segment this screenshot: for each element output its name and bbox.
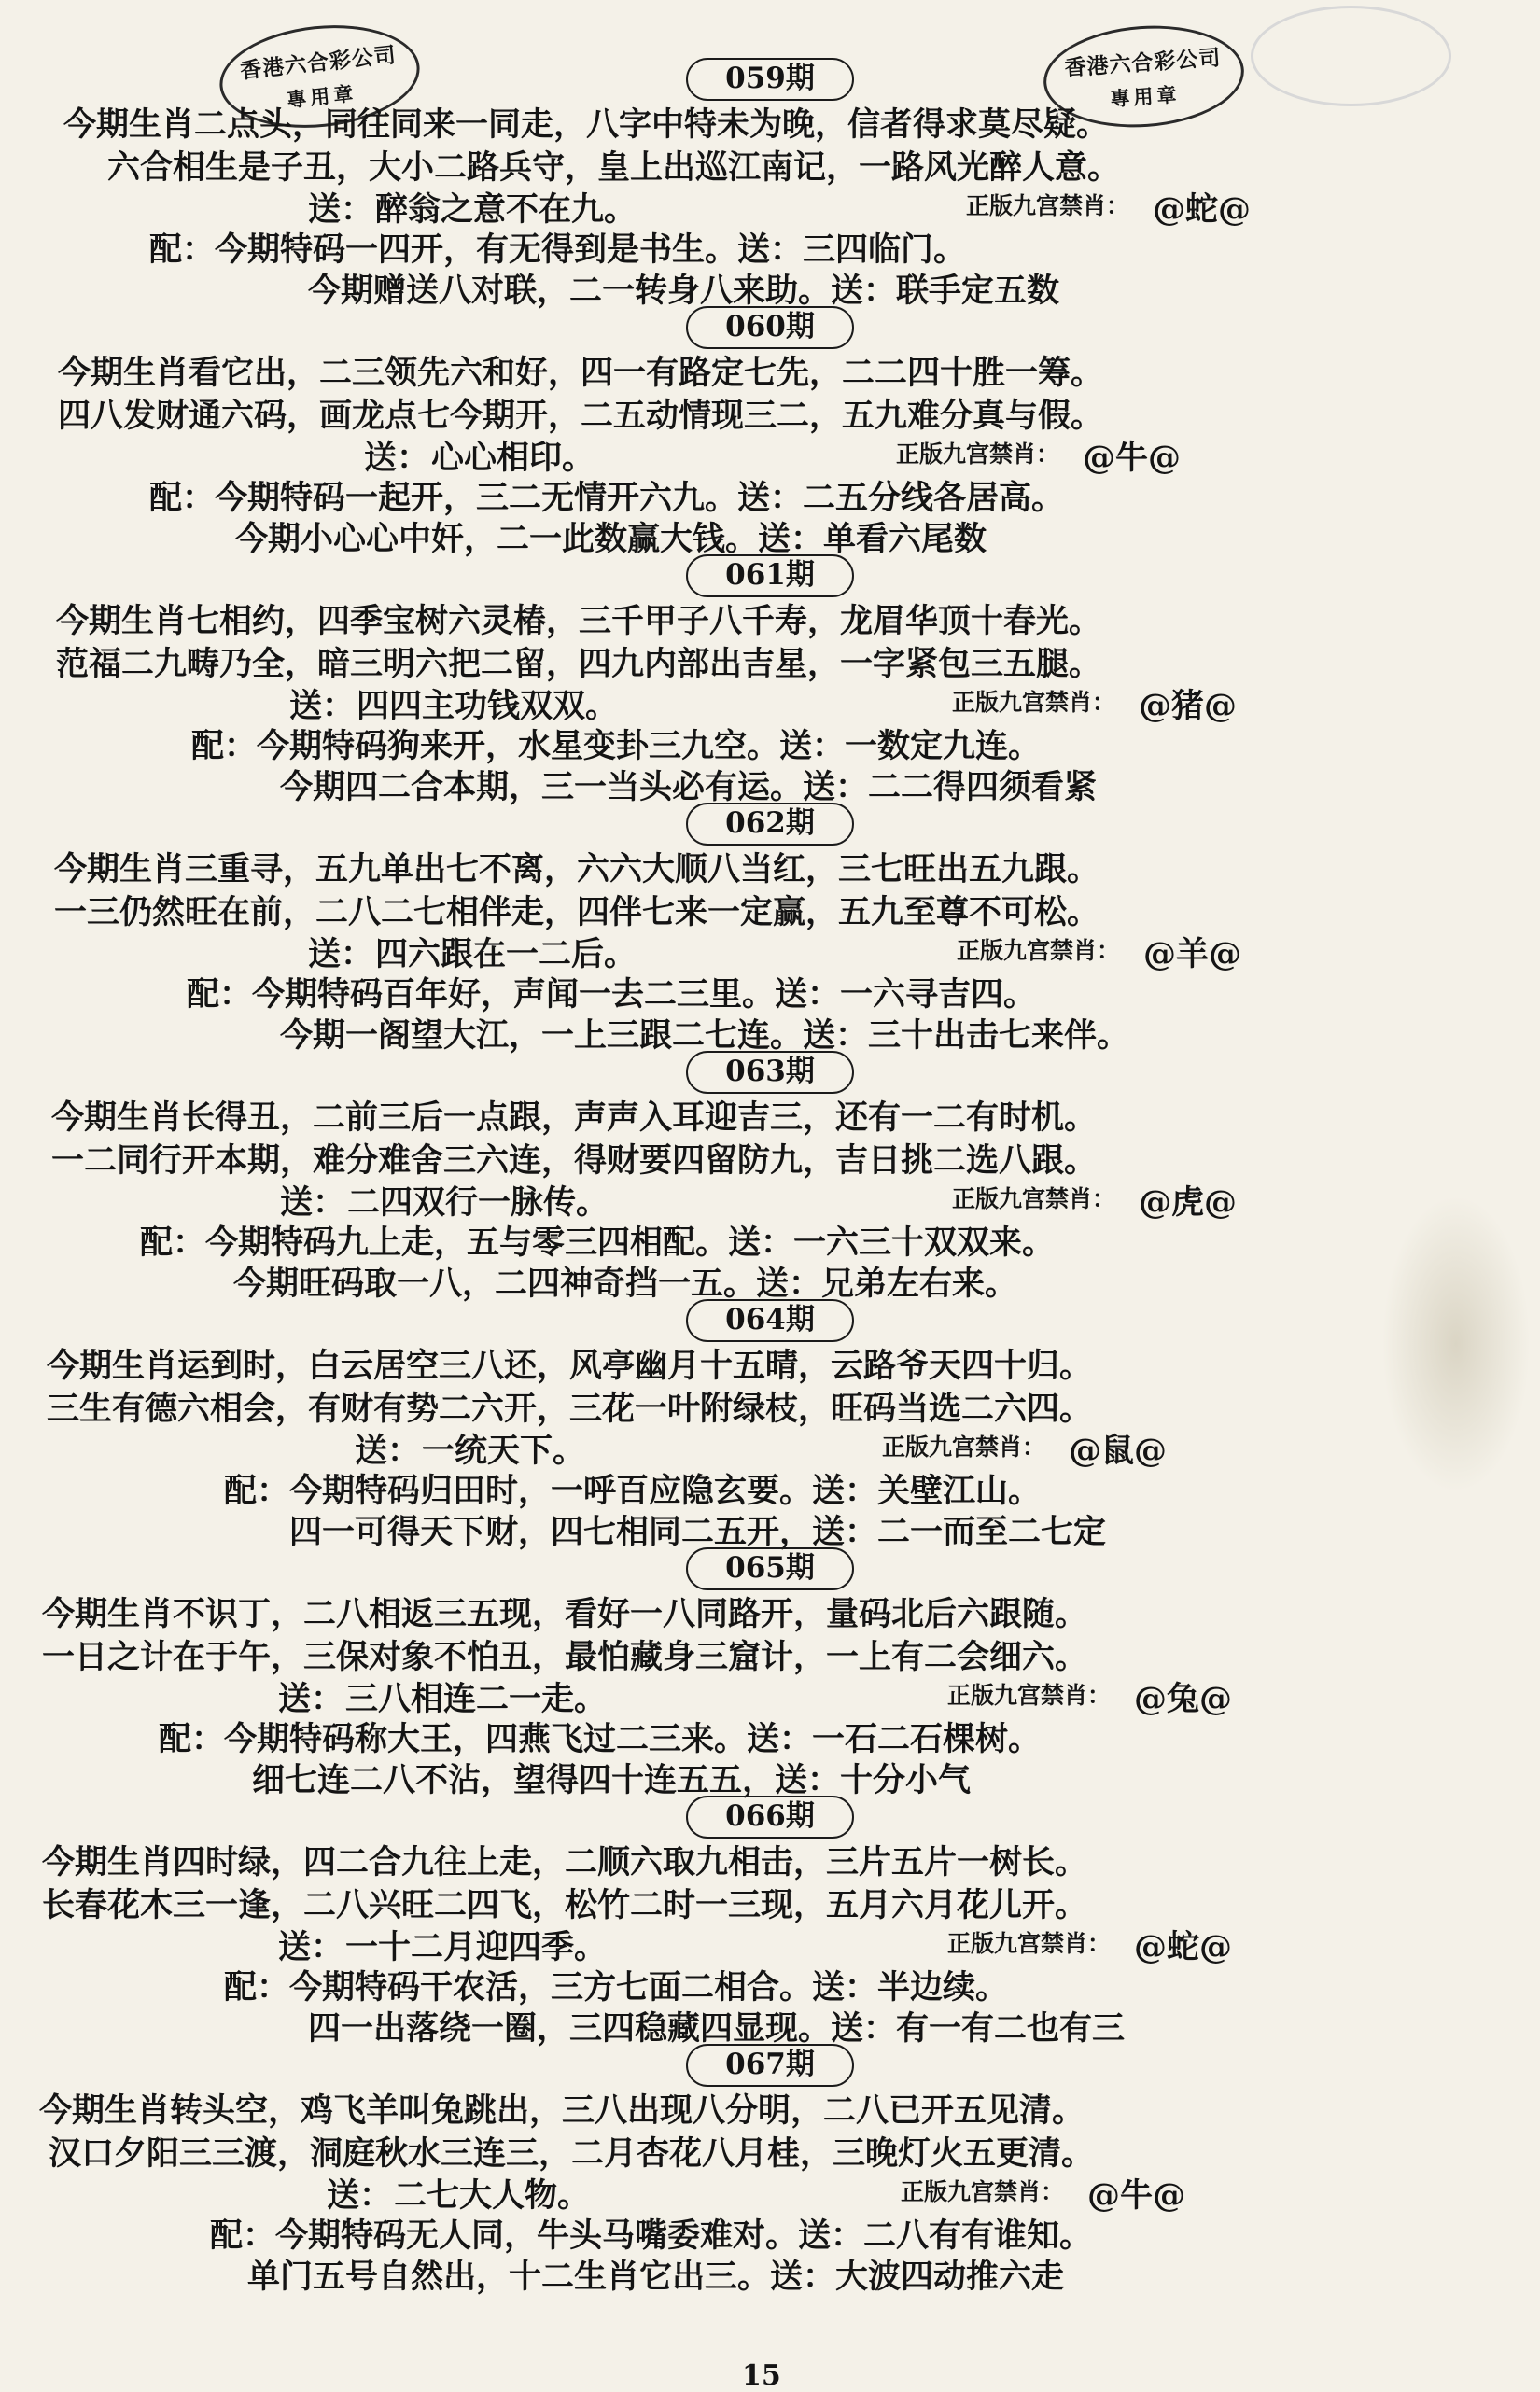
gift-text: 一十二月迎四季。	[345, 1928, 608, 1966]
pairing-label: 配：	[191, 727, 258, 765]
issue-section	[0, 306, 1540, 558]
bonus-line: 四一出落绕一圈，三四稳藏四显现。送：有一有二也有三	[308, 2009, 1126, 2048]
poem-line: 长春花木三一逢，二八兴旺二四飞，松竹二时一三现，五月六月花儿开。	[42, 1886, 1088, 1924]
issue-section	[0, 1299, 1540, 1551]
forbidden-zodiac-label: 正版九宫禁肖：	[952, 1185, 1116, 1212]
pairing-label: 配：	[149, 479, 216, 517]
forbidden-zodiac-label: 正版九宫禁肖：	[947, 1682, 1112, 1709]
pairing-label: 配：	[224, 1472, 290, 1510]
poem-line: 一日之计在于午，三保对象不怕丑，最怕藏身三窟计，一上有二会细六。	[42, 1638, 1088, 1676]
pairing-label: 配：	[187, 975, 253, 1014]
poem-line: 今期生肖运到时，白云居空三八还，风亭幽月十五晴，云路爷天四十归。	[47, 1347, 1093, 1385]
bonus-line: 今期赠送八对联，二一转身八来助。送：联手定五数	[308, 272, 1060, 310]
pairing-line	[224, 1465, 1540, 1512]
issue-number-badge: 065期	[686, 1547, 854, 1590]
poem-line: 今期生肖不识丁，二八相返三五现，看好一八同路开，量码北后六跟随。	[42, 1595, 1088, 1633]
forbidden-zodiac: @蛇@	[1153, 190, 1252, 229]
gift-row	[0, 1673, 1540, 1718]
issue-section	[0, 803, 1540, 1055]
forbidden-zodiac: @虎@	[1139, 1183, 1238, 1222]
gift-text: 四六跟在一二后。	[375, 935, 637, 973]
pairing-label: 配：	[210, 2217, 276, 2255]
forbidden-zodiac: @兔@	[1134, 1680, 1233, 1718]
pairing-gift-label: 送：	[779, 727, 846, 765]
pairing-text: 今期特码无人同，牛头马嘴委难对。	[275, 2217, 799, 2255]
pairing-line	[187, 969, 1540, 1015]
pairing-gift-text: 二五分线各居高。	[803, 479, 1065, 517]
poem-line: 六合相生是子丑，大小二路兵守，皇上出巡江南记，一路风光醉人意。	[107, 148, 1121, 187]
pairing-gift-label: 送：	[728, 1224, 794, 1262]
gift-label: 送：	[364, 439, 430, 477]
issue-section	[0, 58, 1540, 310]
issue-section	[0, 554, 1540, 806]
pairing-gift-label: 送：	[747, 1720, 813, 1758]
gift-label: 送：	[327, 2176, 393, 2215]
issue-number-badge: 062期	[686, 803, 854, 846]
gift-row	[0, 184, 1540, 229]
pairing-gift-text: 一石二石棵树。	[812, 1720, 1042, 1758]
pairing-label: 配：	[140, 1224, 206, 1262]
seal-left-line2: 專用章	[286, 81, 358, 112]
forbidden-zodiac-label: 正版九宫禁肖：	[882, 1434, 1046, 1461]
gift-label: 送：	[308, 935, 374, 973]
bonus-line: 今期小心心中奸，二一此数赢大钱。送：单看六尾数	[235, 520, 987, 558]
gift-label: 送：	[280, 1183, 346, 1222]
issue-number-badge: 064期	[686, 1299, 854, 1342]
forbidden-zodiac-label: 正版九宫禁肖：	[896, 441, 1060, 468]
poem-line: 范福二九畴乃全，暗三明六把二留，四九内部出吉星，一字紧包三五腿。	[56, 645, 1102, 683]
pairing-line	[191, 720, 1540, 767]
poem-line: 今期生肖七相约，四季宝树六灵椿，三千甲子八千寿，龙眉华顶十春光。	[56, 602, 1102, 640]
pairing-gift-label: 送：	[812, 1968, 878, 2007]
poem-line: 汉口夕阳三三渡，洞庭秋水三连三，二月杏花八月桂，三晚灯火五更清。	[49, 2134, 1095, 2173]
bonus-line: 今期旺码取一八，二四神奇挡一五。送：兄弟左右来。	[233, 1265, 1018, 1303]
pairing-label: 配：	[224, 1968, 290, 2007]
seal-right-line1: 香港六合彩公司	[1063, 45, 1223, 81]
pairing-text: 今期特码称大王，四燕飞过二三来。	[224, 1720, 748, 1758]
gift-text: 四四主功钱双双。	[357, 687, 619, 725]
pairing-line	[140, 1217, 1540, 1264]
pairing-gift-label: 送：	[737, 479, 804, 517]
poem-line: 三生有德六相会，有财有势二六开，三花一叶附绿枝，旺码当选二六四。	[47, 1390, 1093, 1428]
bonus-line: 四一可得天下财，四七相同二五开，送：二一而至二七定	[289, 1513, 1107, 1551]
poem-line: 今期生肖转头空，鸡飞羊叫兔跳出，三八出现八分明，二八已开五见清。	[39, 2091, 1085, 2130]
pairing-text: 今期特码狗来开，水星变卦三九空。	[257, 727, 780, 765]
issue-section	[0, 1547, 1540, 1799]
pairing-label: 配：	[149, 231, 216, 269]
gift-label: 送：	[289, 687, 356, 725]
gift-label: 送：	[278, 1680, 344, 1718]
issue-number-badge: 066期	[686, 1796, 854, 1839]
issue-section	[0, 1051, 1540, 1303]
gift-label: 送：	[355, 1432, 421, 1470]
gift-label: 送：	[278, 1928, 344, 1966]
gift-row	[0, 2170, 1540, 2215]
gift-text: 二四双行一脉传。	[347, 1183, 609, 1222]
issue-number-badge: 059期	[686, 58, 854, 101]
gift-row	[0, 680, 1540, 725]
issue-number-badge: 061期	[686, 554, 854, 597]
forbidden-zodiac-label: 正版九宫禁肖：	[901, 2178, 1065, 2205]
poem-line: 今期生肖四时绿，四二合九往上走，二顺六取九相击，三片五片一树长。	[42, 1843, 1088, 1881]
pairing-text: 今期特码百年好，声闻一去二三里。	[252, 975, 776, 1014]
pairing-label: 配：	[159, 1720, 225, 1758]
seal-right-line2: 專用章	[1109, 82, 1182, 111]
forbidden-zodiac: @牛@	[1087, 2176, 1186, 2215]
gift-text: 二七大人物。	[394, 2176, 591, 2215]
pairing-text: 今期特码归田时，一呼百应隐玄要。	[289, 1472, 813, 1510]
poem-line: 四八发财通六码，画龙点七今期开，二五动情现三二，五九难分真与假。	[58, 397, 1104, 435]
issue-number-badge: 060期	[686, 306, 854, 349]
pairing-gift-text: 一数定九连。	[845, 727, 1042, 765]
pairing-line	[159, 1714, 1540, 1760]
gift-row	[0, 1425, 1540, 1470]
gift-label: 送：	[308, 190, 374, 229]
forbidden-zodiac: @羊@	[1143, 935, 1242, 973]
pairing-line	[149, 224, 1540, 271]
bonus-line: 今期一阁望大江，一上三跟二七连。送：三十出击七来伴。	[280, 1016, 1130, 1055]
pairing-gift-label: 送：	[812, 1472, 878, 1510]
bonus-line: 单门五号自然出，十二生肖它出三。送：大波四动推六走	[247, 2258, 1065, 2296]
issue-number-badge: 067期	[686, 2044, 854, 2087]
pairing-gift-text: 半边续。	[877, 1968, 1009, 2007]
gift-text: 醉翁之意不在九。	[375, 190, 637, 229]
gift-text: 一统天下。	[422, 1432, 586, 1470]
forbidden-zodiac-label: 正版九宫禁肖：	[947, 1930, 1112, 1957]
seal-left-line1: 香港六合彩公司	[239, 42, 398, 84]
pairing-text: 今期特码九上走，五与零三四相配。	[205, 1224, 729, 1262]
poem-line: 今期生肖看它出，二三领先六和好，四一有路定七先，二二四十胜一筹。	[58, 354, 1104, 392]
pairing-gift-label: 送：	[798, 2217, 864, 2255]
pairing-gift-text: 二八有有谁知。	[863, 2217, 1093, 2255]
gift-row	[0, 1922, 1540, 1966]
pairing-line	[224, 1962, 1540, 2008]
poem-line: 今期生肖三重寻，五九单出七不离，六六大顺八当红，三七旺出五九跟。	[54, 850, 1100, 888]
gift-row	[0, 1177, 1540, 1222]
gift-row	[0, 432, 1540, 477]
forbidden-zodiac-label: 正版九宫禁肖：	[966, 192, 1130, 219]
pairing-gift-text: 一六三十双双来。	[793, 1224, 1056, 1262]
pairing-gift-label: 送：	[775, 975, 841, 1014]
forbidden-zodiac: @蛇@	[1134, 1928, 1233, 1966]
forbidden-zodiac-label: 正版九宫禁肖：	[957, 937, 1121, 964]
gift-text: 三八相连二一走。	[345, 1680, 608, 1718]
poem-line: 一三仍然旺在前，二八二七相伴走，四伴七来一定赢，五九至尊不可松。	[54, 893, 1100, 931]
issue-number-badge: 063期	[686, 1051, 854, 1094]
gift-text: 心心相印。	[431, 439, 595, 477]
pairing-gift-label: 送：	[737, 231, 804, 269]
bonus-line: 细七连二八不沾，望得四十连五五，送：十分小气	[252, 1761, 972, 1799]
pairing-text: 今期特码一四开，有无得到是书生。	[215, 231, 738, 269]
poem-line: 一二同行开本期，难分难舍三六连，得财要四留防九，吉日挑二选八跟。	[51, 1141, 1098, 1180]
forbidden-zodiac-label: 正版九宫禁肖：	[952, 689, 1116, 716]
pairing-text: 今期特码一起开，三二无情开六九。	[215, 479, 738, 517]
bonus-line: 今期四二合本期，三一当头必有运。送：二二得四须看紧	[280, 768, 1098, 806]
pairing-gift-text: 一六寻吉四。	[840, 975, 1037, 1014]
page-number: 15	[742, 2359, 781, 2392]
pairing-line	[210, 2210, 1540, 2257]
pairing-gift-text: 三四临门。	[803, 231, 967, 269]
forbidden-zodiac: @鼠@	[1069, 1432, 1168, 1470]
pairing-text: 今期特码干农活，三方七面二相合。	[289, 1968, 813, 2007]
pairing-line	[149, 472, 1540, 519]
poem-line: 今期生肖长得丑，二前三后一点跟，声声入耳迎吉三，还有一二有时机。	[51, 1098, 1098, 1137]
issue-section	[0, 1796, 1540, 2048]
issue-section	[0, 2044, 1540, 2296]
pairing-gift-text: 关壁江山。	[877, 1472, 1042, 1510]
forbidden-zodiac: @猪@	[1139, 687, 1238, 725]
forbidden-zodiac: @牛@	[1083, 439, 1182, 477]
gift-row	[0, 929, 1540, 973]
poem-line: 今期生肖二点头，同往同来一同走，八字中特未为晚，信者得求莫尽疑。	[63, 105, 1110, 144]
